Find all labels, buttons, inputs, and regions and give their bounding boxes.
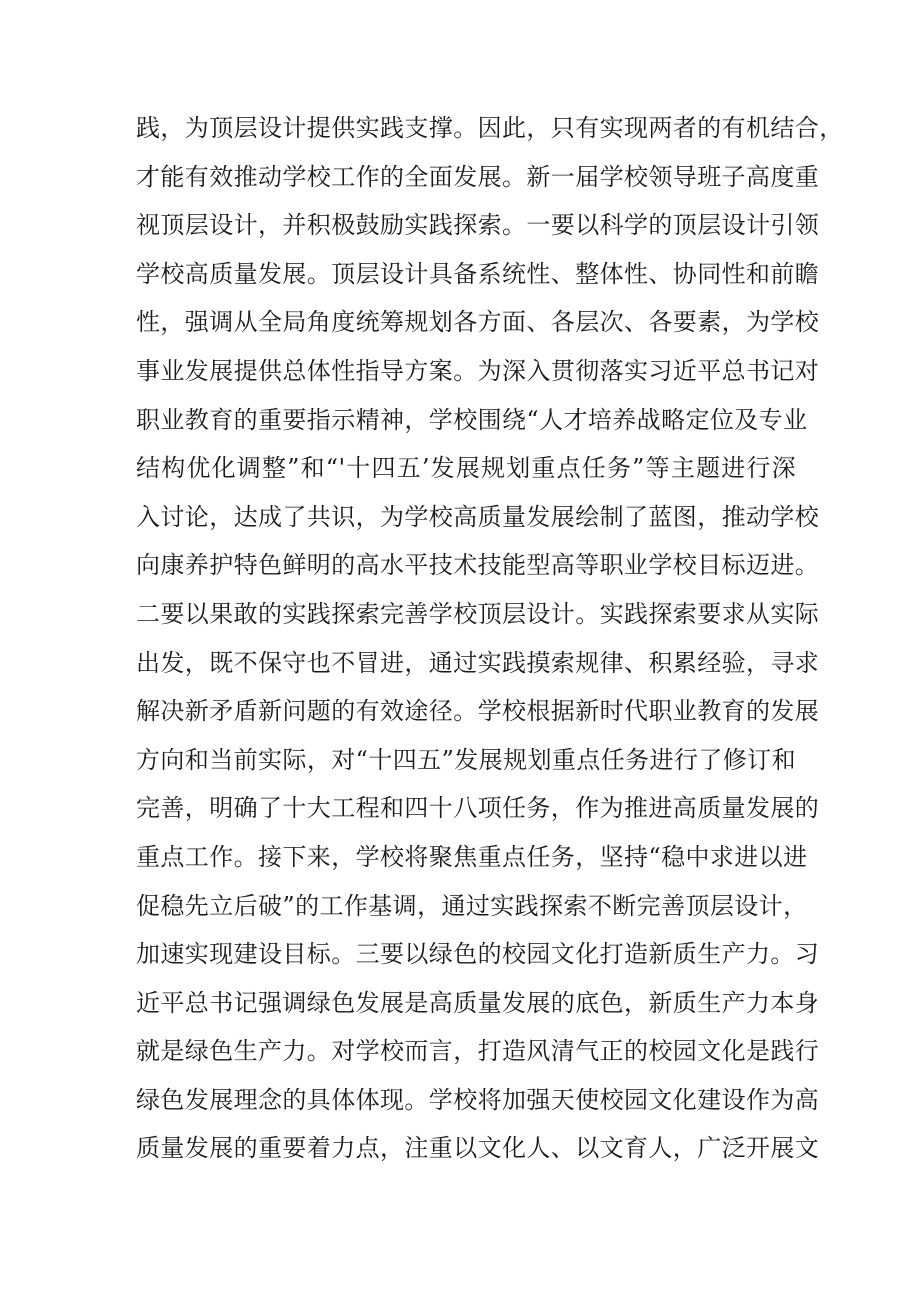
text-line: 解决新矛盾新问题的有效途径。学校根据新时代职业教育的发展 — [136, 697, 820, 726]
text-line: 才能有效推动学校工作的全面发展。新一届学校领导班子高度重 — [136, 162, 820, 191]
text-line: 出发，既不保守也不冒进，通过实践摸索规律、积累经验，寻求 — [136, 648, 820, 677]
text-line: 绿色发展理念的具体体现。学校将加强天使校园文化建设作为高 — [136, 1085, 820, 1114]
text-line: 视顶层设计，并积极鼓励实践探索。一要以科学的顶层设计引领 — [136, 211, 820, 240]
text-line: 完善，明确了十大工程和四十八项任务，作为推进高质量发展的 — [136, 794, 820, 823]
text-line: 践，为顶层设计提供实践支撑。因此，只有实现两者的有机结合， — [136, 114, 844, 142]
text-line: 学校高质量发展。顶层设计具备系统性、整体性、协同性和前瞻 — [136, 259, 820, 288]
body-text — [136, 104, 844, 1173]
text-line: 就是绿色生产力。对学校而言，打造风清气正的校园文化是践行 — [136, 1037, 820, 1066]
text-line: 加速实现建设目标。三要以绿色的校园文化打造新质生产力。习 — [136, 940, 820, 969]
text-line: 方向和当前实际，对“十四五”发展规划重点任务进行了修订和 — [136, 745, 796, 774]
text-line: 职业教育的重要指示精神，学校围绕“人才培养战略定位及专业 — [136, 405, 808, 434]
text-line: 事业发展提供总体性指导方案。为深入贯彻落实习近平总书记对 — [136, 356, 820, 385]
text-line: 向康养护特色鲜明的高水平技术技能型高等职业学校目标迈进。 — [136, 551, 820, 580]
text-line: 二要以果敢的实践探索完善学校顶层设计。实践探索要求从实际 — [136, 599, 820, 628]
text-line: 促稳先立后破”的工作基调，通过实践探索不断完善顶层设计， — [136, 891, 808, 920]
text-line: 近平总书记强调绿色发展是高质量发展的底色，新质生产力本身 — [136, 988, 820, 1017]
text-line: 入讨论，达成了共识，为学校高质量发展绘制了蓝图，推动学校 — [136, 502, 820, 531]
text-line: 重点工作。接下来，学校将聚焦重点任务，坚持“稳中求进以进 — [136, 842, 808, 871]
text-line: 质量发展的重要着力点，注重以文化人、以文育人，广泛开展文 — [136, 1134, 820, 1163]
text-line: 结构优化调整”和“'十四五’发展规划重点任务”等主题进行深 — [136, 454, 796, 483]
text-line: 性，强调从全局角度统筹规划各方面、各层次、各要素，为学校 — [136, 308, 820, 337]
